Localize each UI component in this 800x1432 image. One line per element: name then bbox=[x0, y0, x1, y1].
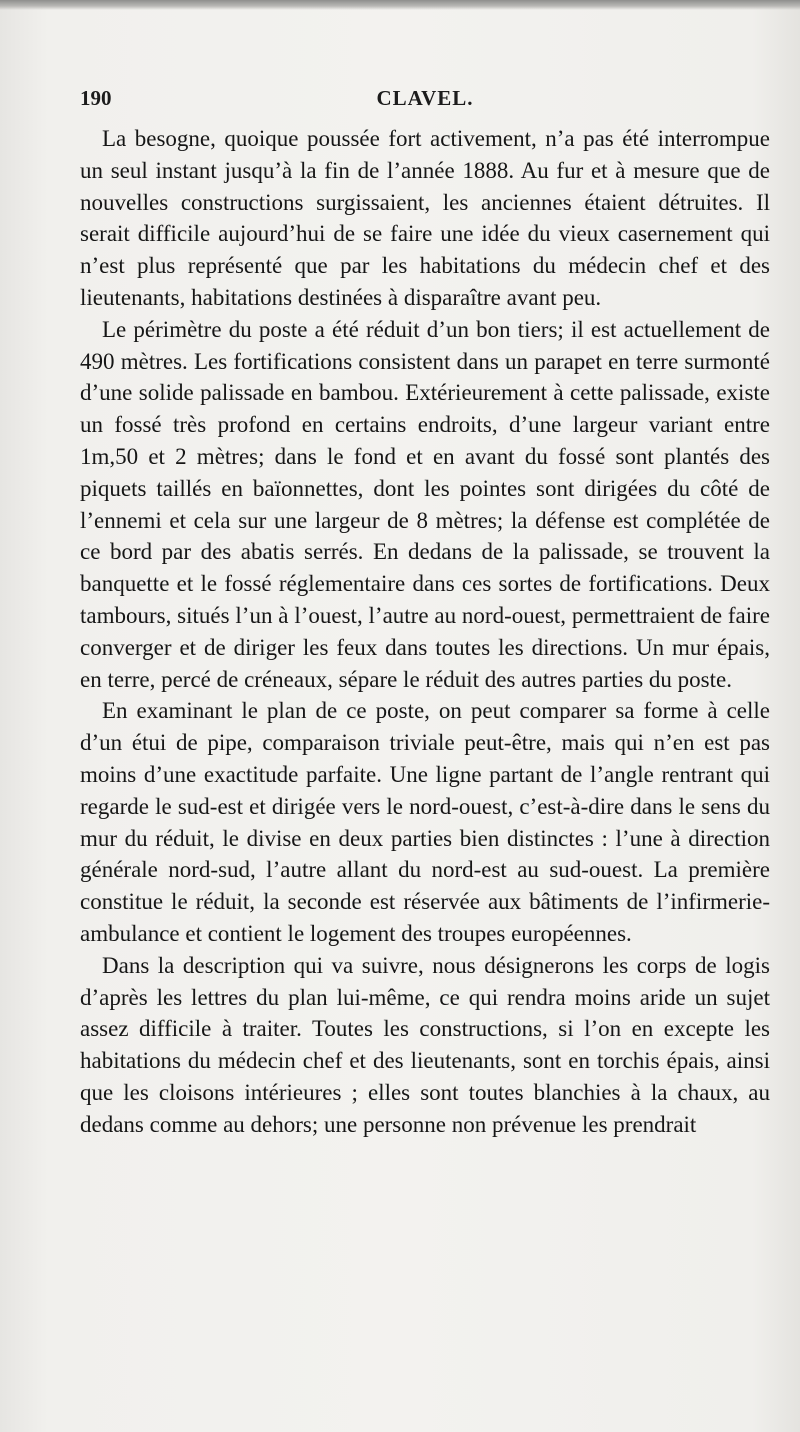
paragraph-4: Dans la description qui va suivre, nous désignerons les corps de logis d’après les lettres du plan lui-même, ce qui rendra moins aride un sujet assez difficile à traiter. Toutes les constructions, si l’on en excepte les habitations du médecin chef et des lieutenants, sont en torchis épais, ainsi que les cloisons intérieures ; elles sont toutes blanchies à la chaux, au dedans comme au dehors; une personne non prévenue les prendrait bbox=[80, 952, 770, 1137]
page-number: 190 bbox=[80, 86, 112, 110]
paragraph-1: La besogne, quoique poussée fort activement, n’a pas été interrompue un seul instant jusqu’à la fin de l’année 1888. Au fur et à mesure que de nouvelles constructions surgissaient, les anciennes étaient détruites. Il serait difficile aujourd’hui de se faire une idée du vieux casernement qui n’est plus représenté que par les habitations du médecin chef et des lieutenants, habitations destinées à disparaître avant peu. bbox=[80, 126, 770, 310]
paragraph-3: En examinant le plan de ce poste, on peut comparer sa forme à celle d’un étui de pipe, comparaison triviale peut-être, mais qui n’en est pas moins d’une exactitude parfaite. Une ligne partant de l’angle rentrant qui regarde le sud-est et dirigée vers le nord-ouest, c’est-à-dire dans le sens du mur du réduit, le divise en deux parties bien distinctes : l’une à direction générale nord-sud, l’autre allant du nord-est au sud-ouest. La première constitue le réduit, la seconde est réservée aux bâtiments de l’infirmerie-ambulance et contient le logement des troupes européennes. bbox=[80, 698, 770, 946]
running-head bbox=[80, 86, 770, 116]
body-text bbox=[80, 123, 770, 1141]
running-title: CLAVEL. bbox=[376, 86, 474, 110]
scan-edge-shadow bbox=[0, 0, 800, 10]
paragraph-2: Le périmètre du poste a été réduit d’un bon tiers; il est actuellement de 490 mètres. Les fortifications consistent dans un parapet en terre surmonté d’une solide palissade en bambou. Extérieurement à cette palissade, existe un fossé très profond en certains endroits, d’une largeur variant entre 1m,50 et 2 mètres; dans le fond et en avant du fossé sont plantés des piquets taillés en baïonnettes, dont les pointes sont dirigées du côté de l’ennemi et cela sur une largeur de 8 mètres; la défense est complétée de ce bord par des abatis serrés. En dedans de la palissade, se trouvent la banquette et le fossé réglementaire dans ces sortes de fortifications. Deux tambours, situés l’un à l’ouest, l’autre au nord-ouest, permettraient de faire converger et de diriger les feux dans toutes les directions. Un mur épais, en terre, percé de créneaux, sépare le réduit des autres parties du poste. bbox=[80, 316, 770, 692]
